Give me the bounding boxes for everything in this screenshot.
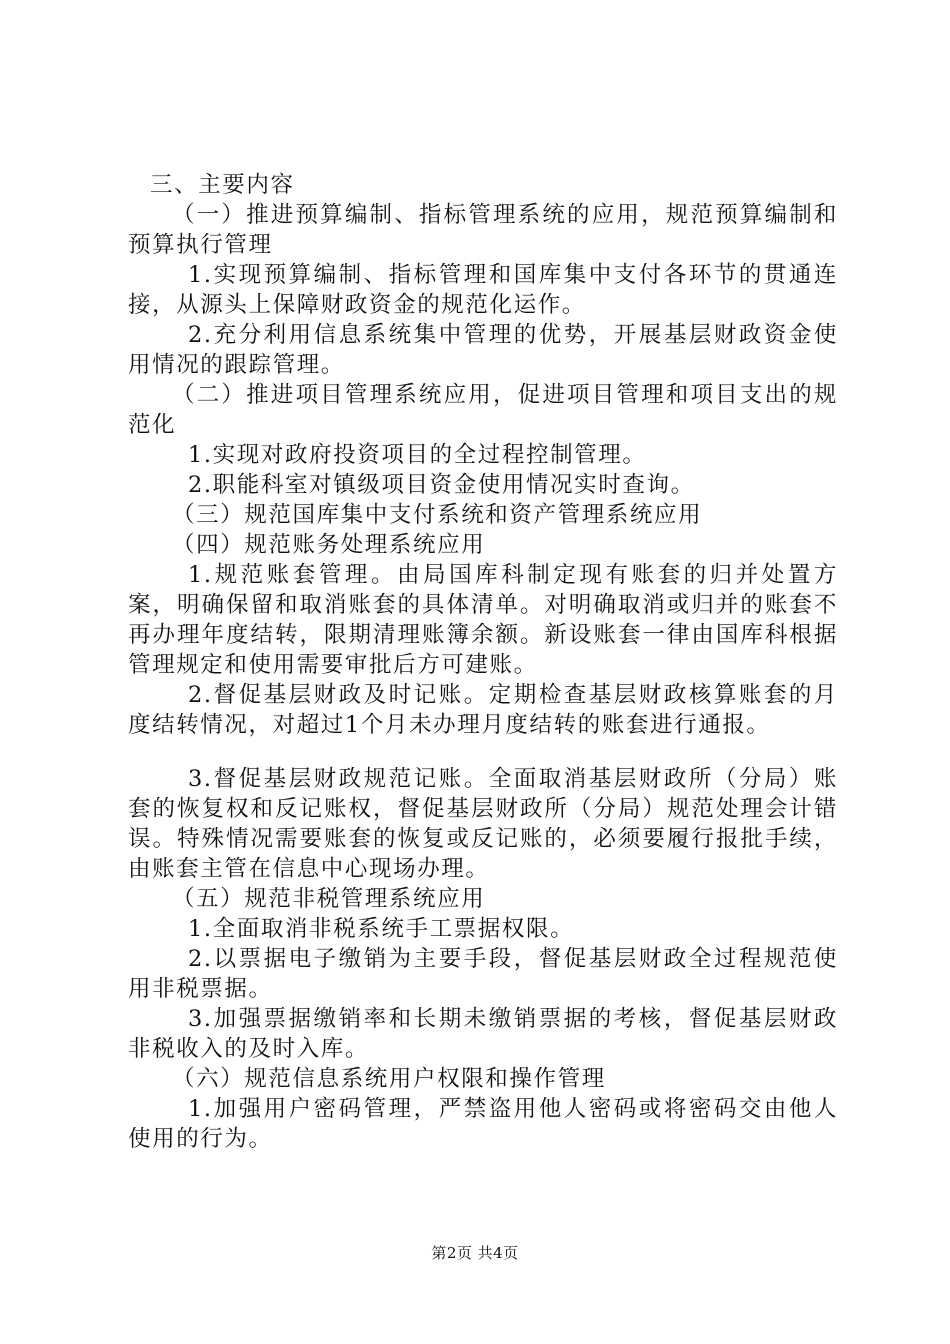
subsection-heading: （三）规范国库集中支付系统和资产管理系统应用 (172, 502, 703, 528)
page-number: 第2页 共4页 (431, 1244, 519, 1262)
page-footer (0, 1243, 950, 1263)
list-item: 1.全面取消非税系统手工票据权限。 (188, 916, 575, 942)
section-heading: 三、主要内容 (150, 172, 295, 198)
subsection-heading: （一）推进预算编制、指标管理系统的应用，规范预算编制和预算执行管理 (128, 202, 838, 258)
subsection-heading: （二）推进项目管理系统应用，促进项目管理和项目支出的规范化 (128, 382, 838, 438)
subsection-heading: （五）规范非税管理系统应用 (172, 886, 486, 912)
list-item: 1.规范账套管理。由局国库科制定现有账套的归并处置方案，明确保留和取消账套的具体清单。对明确取消或归并的账套不再办理年度结转，限期清理账簿余额。新设账套一律由国库科根据管理规定和使用需要审批后方可建账。 (128, 562, 838, 678)
list-item: 3.加强票据缴销率和长期未缴销票据的考核，督促基层财政非税收入的及时入库。 (128, 1006, 838, 1062)
list-item: 3.督促基层财政规范记账。全面取消基层财政所（分局）账套的恢复权和反记账权，督促基层财政所（分局）规范处理会计错误。特殊情况需要账套的恢复或反记账的，必须要履行报批手续，由账套主管在信息中心现场办理。 (128, 766, 838, 882)
list-item: 2.以票据电子缴销为主要手段，督促基层财政全过程规范使用非税票据。 (128, 946, 838, 1002)
document-body (128, 170, 838, 1154)
list-item: 2.督促基层财政及时记账。定期检查基层财政核算账套的月度结转情况，对超过1个月未办理月度结转的账套进行通报。 (128, 682, 838, 738)
subsection-heading: （六）规范信息系统用户权限和操作管理 (172, 1066, 606, 1092)
list-item: 2.职能科室对镇级项目资金使用情况实时查询。 (188, 472, 695, 498)
list-item: 1.实现对政府投资项目的全过程控制管理。 (188, 442, 647, 468)
list-item: 2.充分利用信息系统集中管理的优势，开展基层财政资金使用情况的跟踪管理。 (128, 322, 838, 378)
list-item: 1.实现预算编制、指标管理和国库集中支付各环节的贯通连接，从源头上保障财政资金的规范化运作。 (128, 262, 838, 318)
subsection-heading: （四）规范账务处理系统应用 (172, 532, 486, 558)
list-item: 1.加强用户密码管理，严禁盗用他人密码或将密码交由他人使用的行为。 (128, 1096, 838, 1152)
